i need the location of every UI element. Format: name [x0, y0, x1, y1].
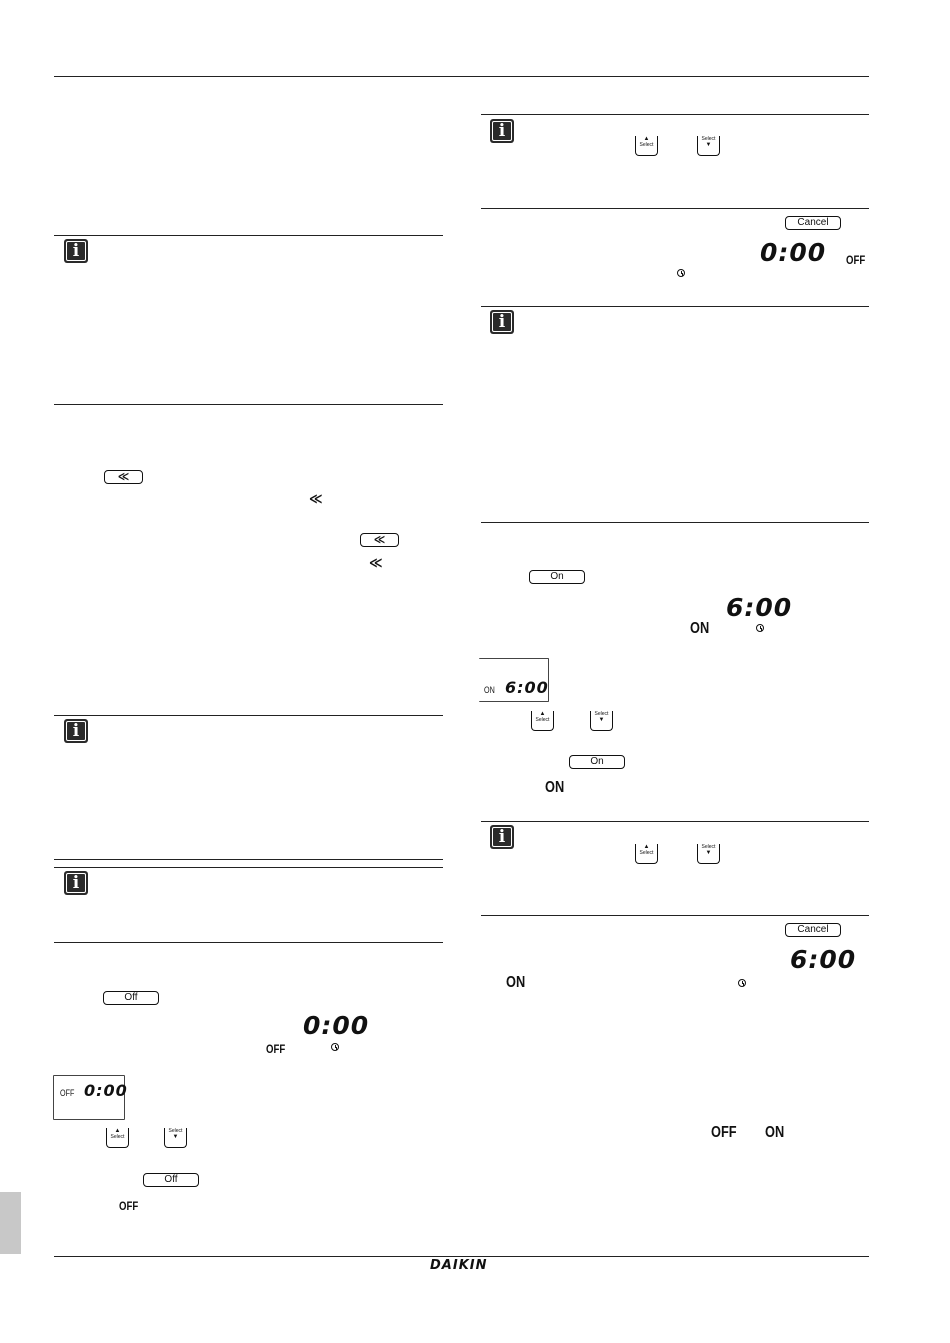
info-icon: i	[490, 825, 514, 849]
daikin-logo: DAIKIN	[430, 1258, 488, 1273]
info-icon: i	[64, 239, 88, 263]
cancel-button[interactable]: Cancel	[785, 923, 841, 937]
note-rule-top	[481, 821, 869, 822]
info-icon: i	[64, 871, 88, 895]
on-indicator: ON	[765, 1124, 785, 1141]
on-button[interactable]: On	[529, 570, 585, 584]
select-down-button[interactable]: Select ▼	[697, 844, 720, 864]
lcd-panel	[53, 1075, 128, 1120]
lcd-panel	[479, 658, 549, 702]
select-down-button[interactable]: Select ▼	[697, 136, 720, 156]
lcd-off-label: OFF	[60, 1088, 75, 1098]
note-rule-bottom	[54, 942, 443, 943]
cancel-button[interactable]: Cancel	[785, 216, 841, 230]
timer-icon	[738, 979, 746, 987]
off-indicator: OFF	[266, 1042, 286, 1056]
note-rule-top	[481, 306, 869, 307]
on-indicator: ON	[690, 620, 710, 637]
select-down-button[interactable]: Select ▼	[164, 1128, 187, 1148]
fan-speed-button[interactable]	[360, 533, 399, 547]
note-rule-bottom	[481, 522, 869, 523]
on-indicator: ON	[506, 974, 526, 991]
fan-speed-button[interactable]	[104, 470, 143, 484]
timer-icon	[677, 269, 685, 277]
note-rule-bottom	[481, 915, 869, 916]
on-indicator: ON	[545, 779, 565, 796]
lcd-time: 0:00	[84, 1081, 128, 1100]
page-bottom-rule	[54, 1256, 869, 1257]
timer-icon	[756, 624, 764, 632]
on-button[interactable]: On	[569, 755, 625, 769]
timer-icon	[331, 1043, 339, 1051]
lcd-time: 6:00	[505, 678, 549, 697]
note-rule-top	[481, 114, 869, 115]
note-rule-top	[54, 235, 443, 236]
select-up-button[interactable]: ▲ Select	[106, 1128, 129, 1148]
note-rule-top	[54, 715, 443, 716]
fan-speed-icon: ≪	[373, 533, 386, 546]
note-rule-bottom	[481, 208, 869, 209]
select-down-button[interactable]: Select ▼	[590, 711, 613, 731]
off-button[interactable]: Off	[103, 991, 159, 1005]
note-rule-bottom	[54, 859, 443, 860]
timer-display-value: 6:00	[726, 593, 793, 622]
section-tab	[0, 1192, 21, 1254]
select-up-button[interactable]: ▲ Select	[635, 136, 658, 156]
off-indicator: OFF	[119, 1199, 139, 1213]
lcd-on-label: ON	[484, 685, 495, 695]
info-icon: i	[490, 119, 514, 143]
fan-speed-icon: ≪	[309, 492, 323, 507]
page-top-rule	[54, 76, 869, 77]
note-rule-top	[54, 867, 443, 868]
info-icon: i	[490, 310, 514, 334]
off-indicator: OFF	[846, 253, 866, 267]
select-up-button[interactable]: ▲ Select	[635, 844, 658, 864]
info-icon: i	[64, 719, 88, 743]
fan-speed-icon: ≪	[117, 470, 130, 483]
fan-speed-icon: ≪	[369, 556, 383, 571]
off-button[interactable]: Off	[143, 1173, 199, 1187]
timer-display-value: 0:00	[303, 1011, 370, 1040]
timer-display-value: 0:00	[760, 238, 827, 267]
off-indicator: OFF	[711, 1124, 737, 1141]
note-rule-bottom	[54, 404, 443, 405]
timer-display-value: 6:00	[790, 945, 857, 974]
select-up-button[interactable]: ▲ Select	[531, 711, 554, 731]
